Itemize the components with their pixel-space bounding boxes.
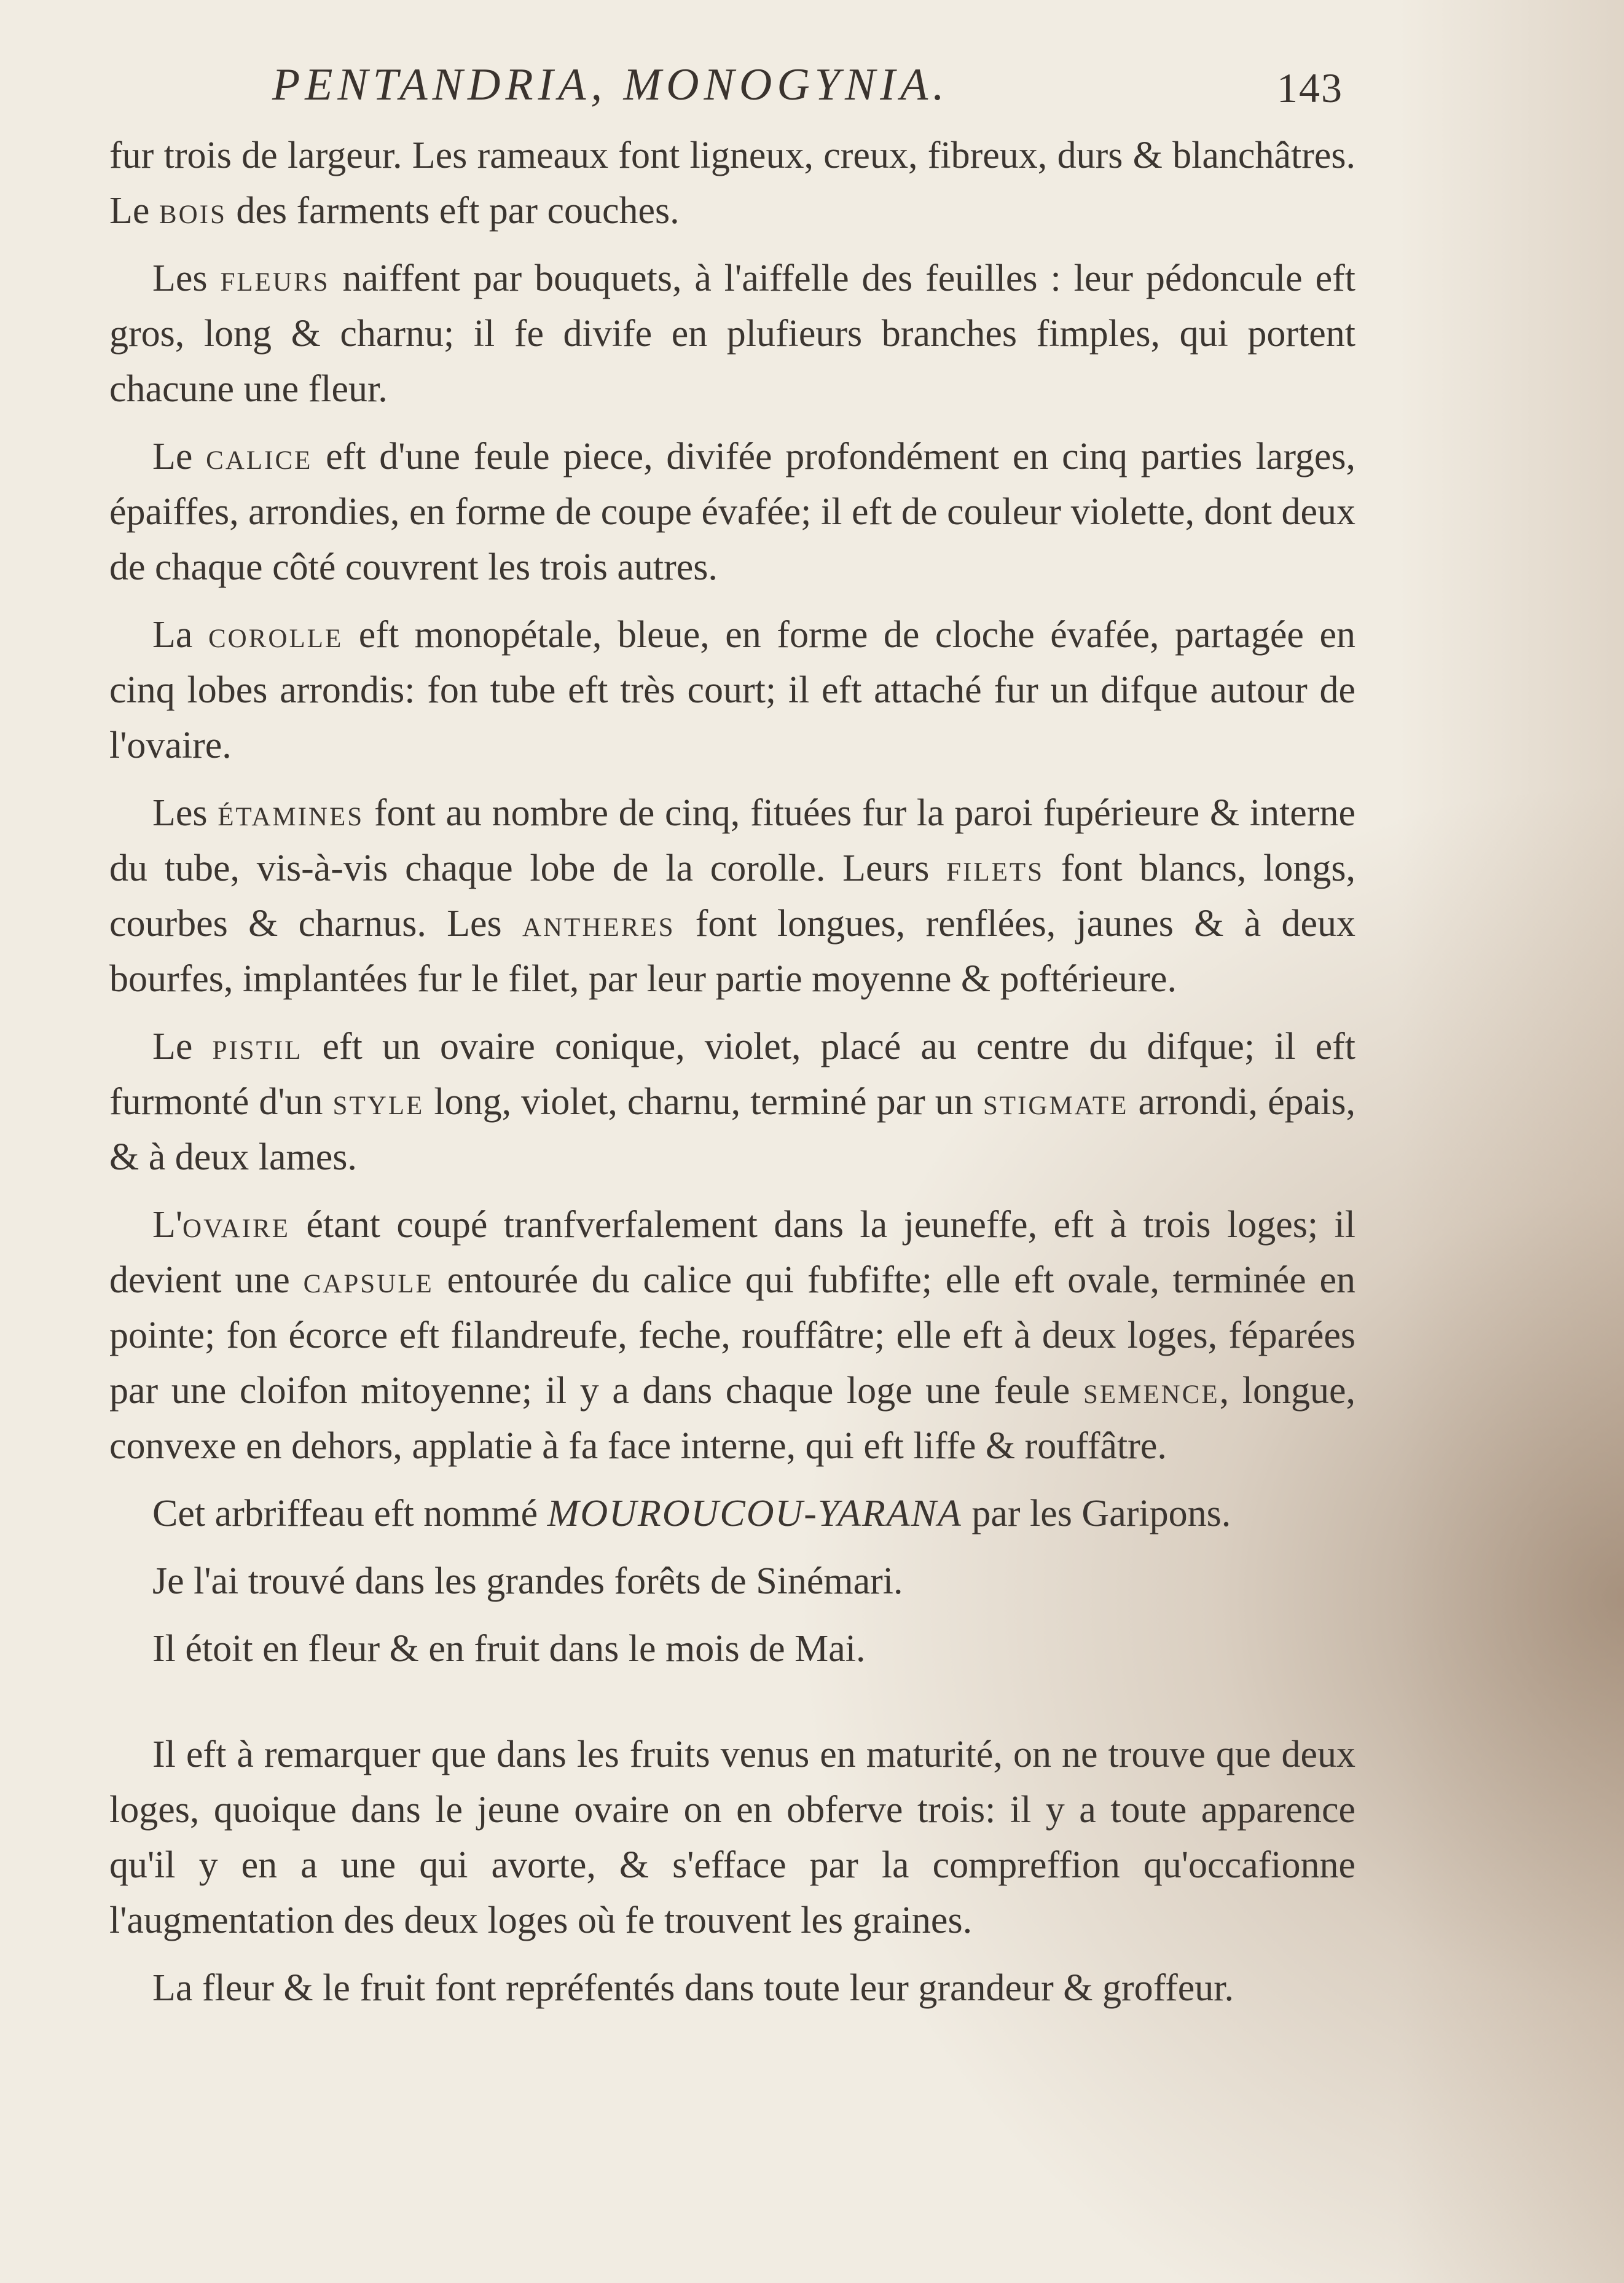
text-run: étant coupé tranfverfalement dans la jeuneffe, eft à trois loges; il devient une: [109, 1204, 1355, 1301]
paragraph: [109, 429, 1355, 595]
paragraph: [109, 1621, 1355, 1676]
paragraph: [109, 607, 1355, 773]
small-caps-term: corolle: [208, 614, 343, 656]
text-run: Le: [152, 1026, 213, 1067]
text-run: Cet arbriffeau eft nommé: [152, 1493, 547, 1534]
text-run: long, violet, charnu, terminé par un: [424, 1081, 983, 1123]
small-caps-term: filets: [946, 847, 1045, 889]
text-run: font longues, renflées, jaunes & à deux bourfes, implantées fur le filet, par leur partie moyenne & poftérieure.: [109, 903, 1355, 1000]
text-run: des farments eft par couches.: [226, 190, 680, 232]
text-run: eft d'une feule piece, divifée profondément en cinq parties larges, épaiffes, arrondies, en forme de coupe évafée; il eft de couleur violette, dont deux de chaque côté couvrent les trois autres.: [109, 436, 1355, 588]
small-caps-term: capsule: [303, 1259, 434, 1301]
text-run: L': [152, 1204, 183, 1246]
text-run: Les: [152, 257, 221, 299]
small-caps-term: ovaire: [182, 1204, 290, 1246]
text-run: Le: [152, 436, 206, 477]
text-run: naiffent par bouquets, à l'aiffelle des feuilles : leur pédoncule eft gros, long & charnu; il fe divife en plufieurs branches fimples, qui portent chacune une fleur.: [109, 257, 1355, 410]
small-caps-term: pistil: [212, 1026, 303, 1067]
text-run: entourée du calice qui fubfifte; elle eft ovale, terminée en pointe; fon écorce eft filandreufe, feche, rouffâtre; elle eft à deux loges, féparées par une cloifon mitoyenne; il y a dans chaque loge une feule: [109, 1259, 1355, 1412]
text-run: , longue, convexe en dehors, applatie à fa face interne, qui eft liffe & rouffâtre.: [109, 1370, 1355, 1467]
page-content: [109, 59, 1355, 2028]
text-run: Je l'ai trouvé dans les grandes forêts de Sinémari.: [152, 1560, 903, 1602]
text-run: font blancs, longs, courbes & charnus. Les: [109, 847, 1356, 945]
paragraph: [109, 1554, 1355, 1609]
text-run: par les Garipons.: [962, 1493, 1231, 1534]
paragraph: [109, 1960, 1355, 2016]
text-run: Il étoit en fleur & en fruit dans le mois de Mai.: [152, 1628, 866, 1670]
text-run: La: [152, 614, 208, 656]
paragraph: [109, 1197, 1355, 1474]
running-head-title: PENTANDRIA, MONOGYNIA.: [272, 60, 949, 110]
paragraph: [109, 128, 1355, 238]
small-caps-term: style: [332, 1081, 425, 1123]
text-run: Il eft à remarquer que dans les fruits venus en maturité, on ne trouve que deux loges, quoique dans le jeune ovaire on en obferve trois: il y a toute apparence qu'il y en a une qui avorte, & s'efface par la compreffion qu'occafionne l'augmentation des deux loges où fe trouvent les graines.: [109, 1734, 1355, 1941]
italic-name: MOUROUCOU-YARANA: [547, 1493, 962, 1534]
text-run: La fleur & le fruit font repréfentés dans toute leur grandeur & groffeur.: [152, 1967, 1234, 2009]
small-caps-term: fleurs: [220, 257, 330, 299]
paragraph: [109, 1019, 1355, 1185]
text-run: eft un ovaire conique, violet, placé au centre du difque; il eft furmonté d'un: [109, 1026, 1356, 1123]
text-run: font au nombre de cinq, fituées fur la paroi fupérieure & interne du tube, vis-à-vis chaque lobe de la corolle. Leurs: [109, 792, 1355, 889]
paragraph: [109, 251, 1355, 417]
small-caps-term: stigmate: [983, 1081, 1129, 1123]
paragraph: [109, 1727, 1355, 1948]
small-caps-term: antheres: [522, 903, 675, 945]
small-caps-term: étamines: [218, 792, 364, 834]
running-head: [109, 59, 1355, 128]
text-run: fur trois de largeur. Les rameaux font ligneux, creux, fibreux, durs & blanchâtres. Le: [109, 135, 1355, 232]
body-text: [109, 128, 1355, 2016]
paragraph: [109, 785, 1355, 1007]
text-run: Les: [152, 792, 218, 834]
text-run: eft monopétale, bleue, en forme de cloche évafée, partagée en cinq lobes arrondis: fon tube eft très court; il eft attaché fur un difque autour de l'ovaire.: [109, 614, 1356, 766]
small-caps-term: calice: [206, 436, 313, 477]
page-number: 143: [1277, 65, 1343, 111]
small-caps-term: semence: [1083, 1370, 1220, 1412]
small-caps-term: bois: [159, 190, 227, 232]
text-run: arrondi, épais, & à deux lames.: [109, 1081, 1355, 1178]
paragraph: [109, 1486, 1355, 1541]
